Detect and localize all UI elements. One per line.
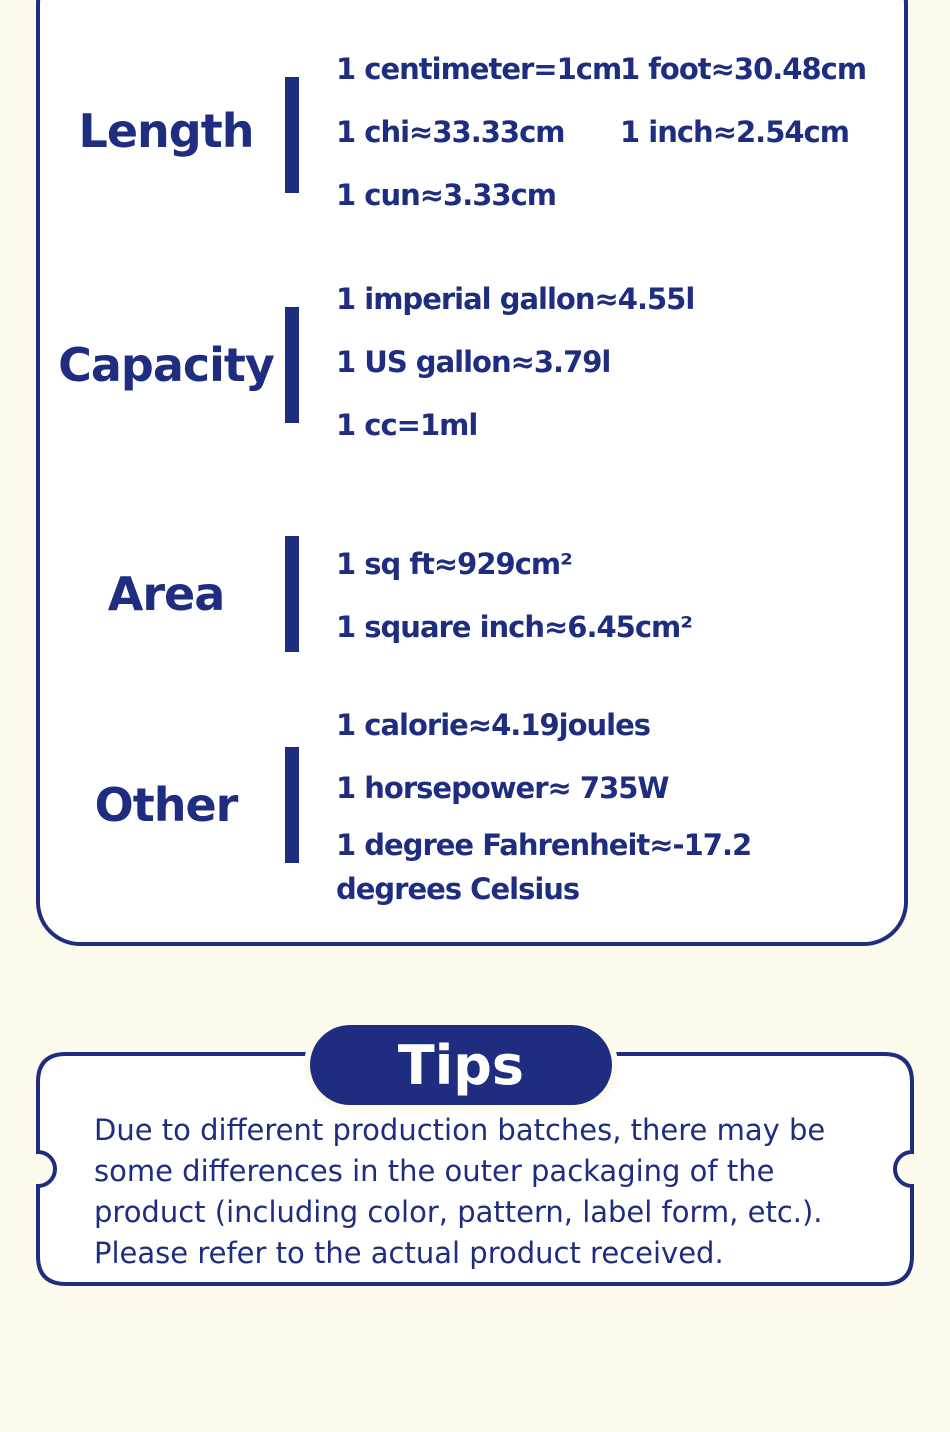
category-divider-area [285, 536, 299, 652]
category-divider-other [285, 747, 299, 863]
tips-text [94, 1110, 894, 1274]
length-item: 1 cun≈3.33cm [336, 178, 557, 212]
tips-line: some differences in the outer packaging of the [94, 1154, 775, 1188]
category-divider-capacity [285, 307, 299, 423]
length-item: 1 chi≈33.33cm [336, 115, 565, 149]
other-item: 1 calorie≈4.19joules [336, 708, 651, 742]
category-label-length: Length [78, 104, 254, 158]
tips-title: Tips [397, 1033, 525, 1097]
capacity-item: 1 US gallon≈3.79l [336, 345, 611, 379]
other-item-continued: degrees Celsius [336, 872, 580, 906]
capacity-item: 1 imperial gallon≈4.55l [336, 282, 695, 316]
tips-line: Due to different production batches, there may be [94, 1113, 826, 1147]
other-item: 1 horsepower≈ 735W [336, 771, 669, 805]
area-item: 1 square inch≈6.45cm² [336, 610, 692, 644]
tips-badge [310, 1025, 612, 1105]
other-item: 1 degree Fahrenheit≈-17.2 [336, 828, 752, 862]
length-item: 1 centimeter=1cm [336, 52, 622, 86]
length-item: 1 foot≈30.48cm [620, 52, 867, 86]
area-item: 1 sq ft≈929cm² [336, 547, 572, 581]
length-item: 1 inch≈2.54cm [620, 115, 849, 149]
category-label-area: Area [107, 567, 225, 621]
tips-line: Please refer to the actual product received. [94, 1236, 724, 1270]
capacity-item: 1 cc=1ml [336, 408, 478, 442]
category-divider-length [285, 77, 299, 193]
tips-line: product (including color, pattern, label form, etc.). [94, 1195, 823, 1229]
category-label-capacity: Capacity [58, 338, 274, 392]
category-label-other: Other [94, 778, 238, 832]
